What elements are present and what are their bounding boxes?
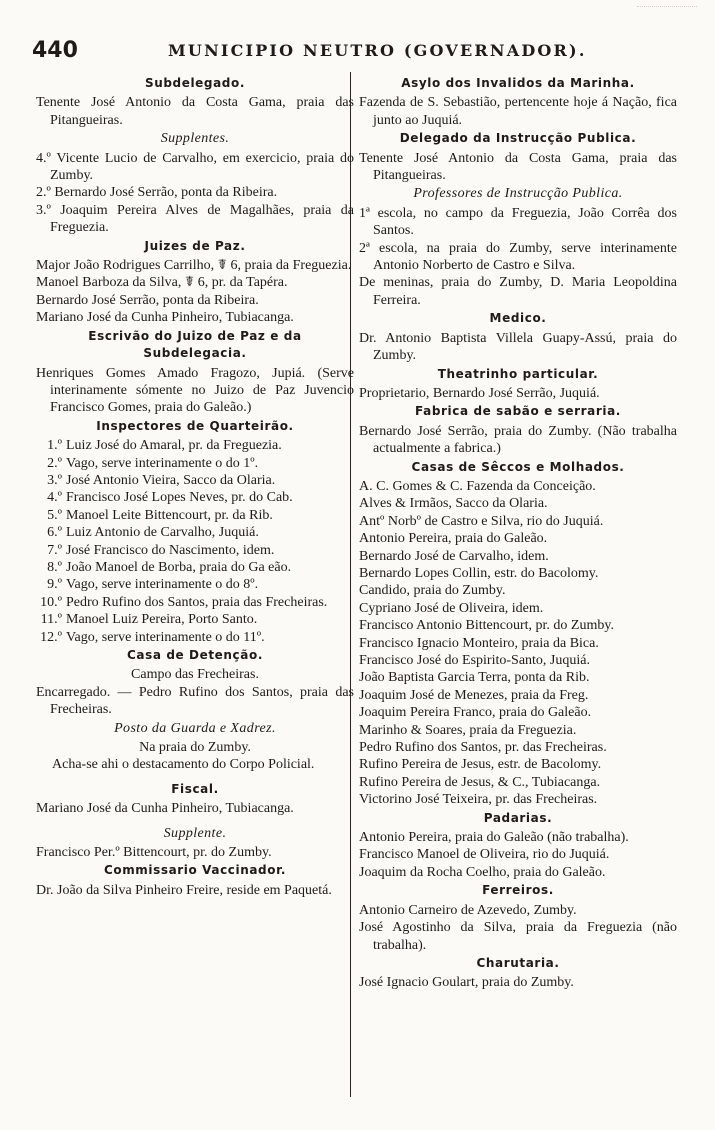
section-heading-fiscal: Fiscal.: [171, 781, 219, 796]
list-item: Candido, praia do Zumby.: [359, 583, 506, 599]
inspector-entry: 5.º Manoel Leite Bittencourt, pr. da Rib.: [47, 507, 273, 523]
juiz-entry: Bernardo José Serrão, ponta da Ribeira.: [36, 292, 259, 308]
theatrinho-entry: Proprietario, Bernardo José Serrão, Juquiá.: [359, 385, 600, 401]
list-item: Pedro Rufino dos Santos, pr. das Frecheiras.: [359, 740, 607, 756]
list-item: Francisco José do Espirito-Santo, Juquiá.: [359, 653, 590, 668]
list-item: Bernardo Lopes Collin, estr. do Bacolomy.: [359, 565, 599, 581]
scan-artifact: [637, 6, 697, 21]
section-heading-subdelegado: Subdelegado.: [144, 76, 246, 90]
supplente-fiscal-entry: Francisco Per.º Bittencourt, pr. do Zumby.: [36, 845, 272, 861]
escrivao-entry: Henriques Gomes Amado Fragozo, Jupiá. (Serve interinamente sómente no Juizo de Paz Juvencio Francisco Gomes, praia do Galeão.): [36, 365, 354, 416]
right-column: [359, 74, 677, 992]
section-heading-padarias: Padarias.: [483, 810, 553, 825]
running-title: MUNICIPIO NEUTRO (GOVERNADOR).: [168, 41, 587, 60]
supplente-entry: 3.º Joaquim Pereira Alves de Magalhães, praia da Freguezia.: [36, 202, 354, 236]
ferreiro-entry: Antonio Carneiro de Azevedo, Zumby.: [359, 902, 577, 918]
detencao-place: Campo das Frecheiras.: [131, 667, 259, 683]
medico-entry: Dr. Antonio Baptista Villela Guapy-Assú, praia do Zumby.: [359, 330, 677, 364]
section-heading-detencao: Casa de Detenção.: [127, 648, 263, 662]
section-heading-supplentes: Supplentes.: [160, 131, 230, 147]
seccos-list: [359, 478, 677, 809]
list-item: Joaquim José de Menezes, praia da Freg.: [359, 687, 589, 703]
list-item: Antonio Pereira, praia do Galeão.: [359, 531, 548, 547]
ferreiro-entry: José Agostinho da Silva, praia da Freguezia (não trabalha).: [359, 920, 677, 953]
subdelegado-entry: Tenente José Antonio da Costa Gama, praia das Pitangueiras.: [36, 95, 354, 128]
inspector-entry: 1.º Luiz José do Amaral, pr. da Freguezia.: [47, 438, 282, 454]
inspector-entry: 11.º Manoel Luiz Pereira, Porto Santo.: [40, 612, 258, 628]
section-heading-fabrica: Fabrica de sabão e serraria.: [415, 404, 621, 419]
page-number: 440: [32, 38, 78, 63]
professor-entry: 2ª escola, na praia do Zumby, serve interinamente Antonio Norberto de Castro e Silva.: [359, 240, 677, 274]
padaria-entry: Joaquim da Rocha Coelho, praia do Galeão.: [359, 864, 606, 880]
juiz-entry: Major João Rodrigues Carrilho, ☤ 6, praia da Freguezia.: [36, 258, 352, 274]
detencao-encarregado: Encarregado. — Pedro Rufino dos Santos, praia das Frecheiras.: [36, 684, 354, 718]
professor-entry: 1ª escola, no campo da Freguezia, João Corrêa dos Santos.: [359, 205, 677, 239]
posto-place: Na praia do Zumby.: [139, 740, 251, 756]
page-header: [28, 38, 695, 64]
section-heading-escrivao: Escrivão do Juizo de Paz e da Subdelegacia.: [88, 328, 302, 361]
list-item: Rufino Pereira de Jesus, & C., Tubiacanga.: [359, 774, 601, 790]
list-item: Marinho & Soares, praia da Freguezia.: [359, 722, 577, 738]
list-item: Rufino Pereira de Jesus, estr. de Bacolomy.: [359, 757, 602, 773]
list-item: Bernardo José de Carvalho, idem.: [359, 548, 549, 564]
section-heading-ferreiros: Ferreiros.: [482, 883, 554, 898]
section-heading-seccos: Casas de Sêccos e Molhados.: [411, 459, 625, 474]
section-heading-commissario: Commissario Vaccinador.: [103, 863, 287, 878]
asylo-entry: Fazenda de S. Sebastião, pertencente hoje á Nação, fica junto ao Juquiá.: [359, 95, 677, 128]
section-heading-charutaria: Charutaria.: [476, 955, 560, 970]
commissario-entry: Dr. João da Silva Pinheiro Freire, reside em Paquetá.: [36, 882, 332, 898]
list-item: Joaquim Pereira Franco, praia do Galeão.: [359, 705, 592, 721]
list-item: João Baptista Garcia Terra, ponta da Rib.: [359, 670, 590, 686]
padaria-entry: Francisco Manoel de Oliveira, rio do Juquiá.: [359, 847, 610, 863]
list-item: Cypriano José de Oliveira, idem.: [359, 600, 544, 616]
inspector-entry: 9.º Vago, serve interinamente o do 8º.: [47, 577, 259, 593]
section-heading-delegado: Delegado da Instrucção Publica.: [399, 131, 637, 146]
supplente-entry: 4.º Vicente Lucio de Carvalho, em exercicio, praia do Zumby.: [36, 150, 354, 184]
fiscal-entry: Mariano José da Cunha Pinheiro, Tubiacanga.: [36, 801, 294, 817]
inspector-entry: 10.º Pedro Rufino dos Santos, praia das Frecheiras.: [40, 594, 328, 610]
fabrica-entry: Bernardo José Serrão, praia do Zumby. (Não trabalha actualmente a fabrica.): [359, 423, 677, 457]
professor-entry: De meninas, praia do Zumby, D. Maria Leopoldina Ferreira.: [359, 275, 677, 308]
section-heading-juizes: Juizes de Paz.: [144, 238, 246, 253]
inspector-entry: 6.º Luiz Antonio de Carvalho, Juquiá.: [47, 525, 259, 541]
supplente-entry: 2.º Bernardo José Serrão, ponta da Ribeira.: [36, 185, 278, 201]
juiz-entry: Mariano José da Cunha Pinheiro, Tubiacanga.: [36, 310, 294, 326]
section-heading-asylo: Asylo dos Invalidos da Marinha.: [401, 76, 635, 90]
inspectores-list: [36, 437, 354, 646]
section-heading-professores: Professores de Instrucção Publica.: [413, 186, 623, 202]
padaria-entry: Antonio Pereira, praia do Galeão (não trabalha).: [359, 830, 629, 846]
left-column: [36, 74, 354, 899]
section-heading-supplente: Supplente.: [163, 825, 227, 841]
juiz-entry: Manoel Barboza da Silva, ☤ 6, pr. da Tapéra.: [36, 275, 288, 291]
section-heading-inspectores: Inspectores de Quarteirão.: [96, 418, 294, 433]
inspector-entry: 3.º José Antonio Vieira, Sacco da Olaria.: [47, 472, 276, 488]
inspector-entry: 2.º Vago, serve interinamente o do 1º.: [47, 455, 259, 471]
list-item: Victorino José Teixeira, pr. das Frecheiras.: [359, 792, 598, 808]
delegado-entry: Tenente José Antonio da Costa Gama, praia das Pitangueiras.: [359, 150, 677, 184]
inspector-entry: 4.º Francisco José Lopes Neves, pr. do Cab.: [47, 490, 293, 506]
section-heading-medico: Medico.: [489, 311, 547, 326]
list-item: Francisco Ignacio Monteiro, praia da Bica.: [359, 635, 599, 651]
inspector-entry: 12.º Vago, serve interinamente o do 11º.: [40, 629, 265, 645]
list-item: A. C. Gomes & C. Fazenda da Conceição.: [359, 478, 596, 494]
posto-text: Acha-se ahi o destacamento do Corpo Policial.: [52, 757, 315, 773]
inspector-entry: 8.º João Manoel de Borba, praia do Ga eão.: [47, 559, 292, 575]
list-item: Alves & Irmãos, Sacco da Olaria.: [359, 496, 548, 512]
list-item: Antº Norbº de Castro e Silva, rio do Juquiá.: [359, 513, 604, 529]
charutaria-entry: José Ignacio Goulart, praia do Zumby.: [359, 975, 574, 991]
section-heading-posto: Posto da Guarda e Xadrez.: [114, 720, 276, 736]
list-item: Francisco Antonio Bittencourt, pr. do Zumby.: [359, 618, 614, 634]
section-heading-theatrinho: Theatrinho particular.: [437, 366, 599, 381]
inspector-entry: 7.º José Francisco do Nascimento, idem.: [47, 542, 275, 558]
